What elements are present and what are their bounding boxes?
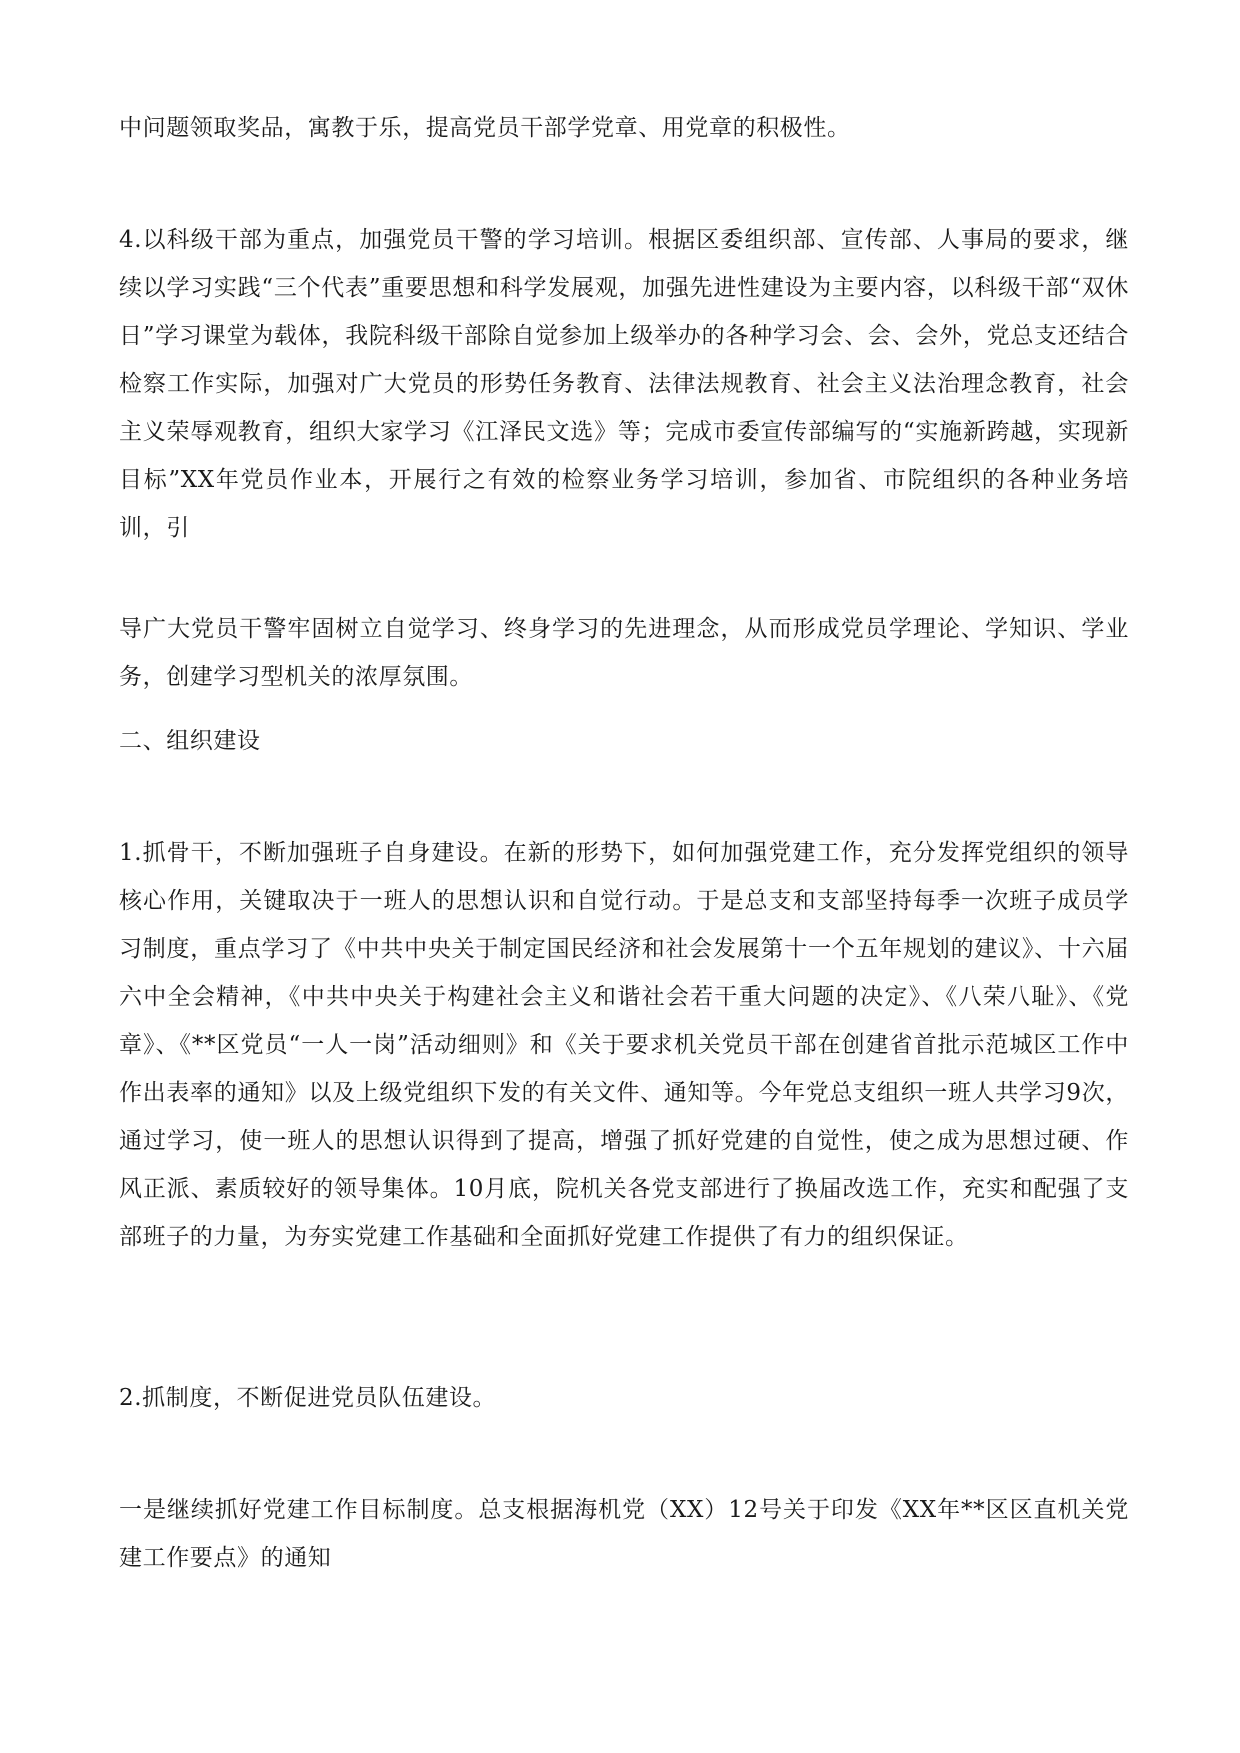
- paragraph-system-building: 2.抓制度，不断促进党员队伍建设。: [119, 1385, 497, 1411]
- paragraph-learning-atmosphere: 导广大党员干警牢固树立自觉学习、终身学习的先进理念，从而形成党员学理论、学知识、学业务，创建学习型机关的浓厚氛围。: [119, 616, 1129, 690]
- section-heading-organization: 二、组织建设: [119, 728, 261, 754]
- paragraph-leadership-building: 1.抓骨干，不断加强班子自身建设。在新的形势下，如何加强党建工作，充分发挥党组织的领导核心作用，关键取决于一班人的思想认识和自觉行动。于是总支和支部坚持每季一次班子成员学习制度，重点学习了《中共中央关于制定国民经济和社会发展第十一个五年规划的建议》、十六届六中全会精神，《中共中央关于构建社会主义和谐社会若干重大问题的决定》、《八荣八耻》、《党章》、《**区党员“一人一岗”活动细则》和《关于要求机关党员干部在创建省首批示范城区工作中作出表率的通知》以及上级党组织下发的有关文件、通知等。今年党总支组织一班人共学习9次，通过学习，使一班人的思想认识得到了提高，增强了抓好党建的自觉性，使之成为思想过硬、作风正派、素质较好的领导集体。10月底，院机关各党支部进行了换届改选工作，充实和配强了支部班子的力量，为夯实党建工作基础和全面抓好党建工作提供了有力的组织保证。: [119, 840, 1129, 1250]
- paragraph-prize-questions: 中问题领取奖品，寓教于乐，提高党员干部学党章、用党章的积极性。: [119, 115, 851, 141]
- paragraph-study-training: 4.以科级干部为重点，加强党员干警的学习培训。根据区委组织部、宣传部、人事局的要求，继续以学习实践“三个代表”重要思想和科学发展观，加强先进性建设为主要内容，以科级干部“双休日”学习课堂为载体，我院科级干部除自觉参加上级举办的各种学习会、会、会外，党总支还结合检察工作实际，加强对广大党员的形势任务教育、法律法规教育、社会主义法治理念教育，社会主义荣辱观教育，组织大家学习《江泽民文选》等；完成市委宣传部编写的“实施新跨越，实现新目标”XX年党员作业本，开展行之有效的检察业务学习培训，参加省、市院组织的各种业务培训，引: [119, 227, 1129, 541]
- paragraph-target-system: 一是继续抓好党建工作目标制度。总支根据海机党（XX）12号关于印发《XX年**区区直机关党建工作要点》的通知: [119, 1497, 1129, 1571]
